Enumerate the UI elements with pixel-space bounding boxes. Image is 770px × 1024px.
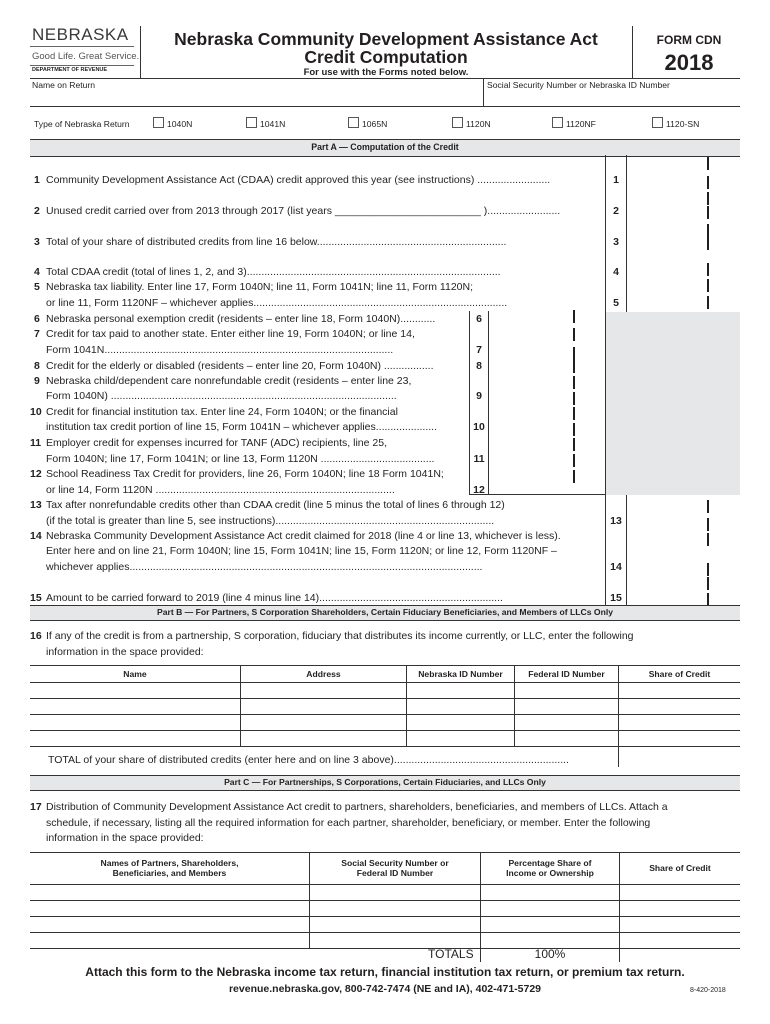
form-label: FORM CDN xyxy=(656,33,722,47)
logo-dept: DEPARTMENT OF REVENUE xyxy=(32,67,108,73)
partc-row-4[interactable] xyxy=(30,933,740,948)
ssn-field[interactable] xyxy=(485,80,740,106)
line-14-input[interactable] xyxy=(627,530,740,572)
col-fed-id: Federal ID Number xyxy=(528,669,605,679)
form-code: 8-420-2018 xyxy=(690,987,726,994)
line-1-text: Community Development Assistance Act (CDAA) credit approved this year (see instructions) ......................... xyxy=(46,174,551,186)
line-3-text: Total of your share of distributed credits from line 16 below................................................................. xyxy=(46,236,507,248)
col-address: Address xyxy=(306,669,341,679)
line-16-text: If any of the credit is from a partnership, S corporation, fiduciary that distributes its income currently, or LLC, enter the following xyxy=(46,630,634,642)
checkbox-1040n[interactable] xyxy=(153,117,164,128)
partc-row-1[interactable] xyxy=(30,885,740,900)
partb-row-4[interactable] xyxy=(30,731,740,746)
line-15-text: Amount to be carried forward to 2019 (line 4 minus line 14)............................................................... xyxy=(46,592,503,604)
partb-row-1[interactable] xyxy=(30,683,740,698)
line-8-input[interactable] xyxy=(489,358,605,372)
type-1065n: 1065N xyxy=(362,119,388,129)
shaded-area xyxy=(606,312,740,495)
form-title: Nebraska Community Development Assistance Act xyxy=(174,29,598,49)
checkbox-1065n[interactable] xyxy=(348,117,359,128)
line-9-text: Nebraska child/dependent care nonrefundable credit (residents – enter line 23, xyxy=(46,375,412,387)
line-6-input[interactable] xyxy=(489,312,605,326)
attach-instruction: Attach this form to the Nebraska income tax return, financial institution tax return, or premium tax return. xyxy=(85,965,685,979)
line-13-text: Tax after nonrefundable credits other than CDAA credit (line 5 minus the total of lines 6 through 12) xyxy=(46,499,505,511)
line-14-text: Nebraska Community Development Assistance Act credit claimed for 2018 (line 4 or line 13, whichever is less). xyxy=(46,530,561,542)
line-7-input[interactable] xyxy=(489,328,605,356)
partb-row-3[interactable] xyxy=(30,715,740,730)
line-4-input[interactable] xyxy=(627,253,740,279)
line-6-text: Nebraska personal exemption credit (residents – enter line 18, Form 1040N)............ xyxy=(46,313,436,325)
partb-total-input[interactable] xyxy=(619,747,740,767)
line-2-input[interactable] xyxy=(627,191,740,219)
name-field[interactable] xyxy=(30,80,482,106)
line-10-input[interactable] xyxy=(489,405,605,433)
line-5-input[interactable] xyxy=(627,282,740,310)
partb-row-2[interactable] xyxy=(30,699,740,714)
line-5-text: Nebraska tax liability. Enter line 17, Form 1040N; line 11, Form 1041N; line 11, Form 1120N; xyxy=(46,281,473,293)
form-title-2: Credit Computation xyxy=(304,47,468,67)
line-4-text: Total CDAA credit (total of lines 1, 2, and 3)....................................................................................... xyxy=(46,266,501,278)
line-2-text: Unused credit carried over from 2013 through 2017 (list years _________________________ )......................... xyxy=(46,205,561,217)
logo-tagline: Good Life. Great Service. xyxy=(32,51,140,62)
line-13-input[interactable] xyxy=(627,498,740,526)
line-11-text: Employer credit for expenses incurred for TANF (ADC) recipients, line 25, xyxy=(46,437,387,449)
ssn-label: Social Security Number or Nebraska ID Number xyxy=(487,80,670,90)
col-share: Share of Credit xyxy=(648,669,711,679)
line-7-text: Credit for tax paid to another state. Enter either line 19, Form 1040N; or line 14, xyxy=(46,328,415,340)
partb-total-text: TOTAL of your share of distributed credits (enter here and on line 3 above)............................................................ xyxy=(48,754,569,766)
logo-name: NEBRASKA xyxy=(32,25,129,44)
line-12-text: School Readiness Tax Credit for providers, line 26, Form 1040N; line 18 Form 1041N; xyxy=(46,468,444,480)
totals-share-input[interactable] xyxy=(620,949,740,962)
form-subtitle: For use with the Forms noted below. xyxy=(303,67,469,78)
line-1-input[interactable] xyxy=(627,160,740,188)
line-12-input[interactable] xyxy=(489,467,605,495)
col-percentage: Percentage Share of Income or Ownership xyxy=(506,858,594,878)
line-8-text: Credit for the elderly or disabled (residents – enter line 20, Form 1040N) ................. xyxy=(46,360,434,372)
type-1120n: 1120N xyxy=(466,119,491,129)
return-type-label: Type of Nebraska Return xyxy=(34,119,130,129)
col-partner-names: Names of Partners, Shareholders, Beneficiaries, and Members xyxy=(100,858,239,878)
line-15-input[interactable] xyxy=(627,578,740,604)
totals-label: TOTALS xyxy=(428,947,474,961)
form-year: 2018 xyxy=(664,50,714,75)
line-3-input[interactable] xyxy=(627,222,740,250)
type-1120nf: 1120NF xyxy=(566,119,596,129)
checkbox-1120n[interactable] xyxy=(452,117,463,128)
partc-row-3[interactable] xyxy=(30,917,740,932)
col-share-credit: Share of Credit xyxy=(649,863,711,873)
partc-row-2[interactable] xyxy=(30,901,740,916)
line-11-input[interactable] xyxy=(489,436,605,464)
checkbox-1120sn[interactable] xyxy=(652,117,663,128)
line-9-input[interactable] xyxy=(489,374,605,402)
line-17-text: Distribution of Community Development Assistance Act credit to partners, shareholders, beneficiaries, and members of LLCs. Attach a xyxy=(46,801,668,813)
logo xyxy=(30,26,140,78)
name-label: Name on Return xyxy=(32,80,96,90)
col-name: Name xyxy=(123,669,147,679)
col-ne-id: Nebraska ID Number xyxy=(418,669,503,679)
col-ssn-fein: Social Security Number or Federal ID Number xyxy=(341,858,449,878)
checkbox-1120nf[interactable] xyxy=(552,117,563,128)
totals-percent: 100% xyxy=(534,947,566,961)
contact-info: revenue.nebraska.gov, 800-742-7474 (NE and IA), 402-471-5729 xyxy=(228,983,542,995)
line-10-text: Credit for financial institution tax. Enter line 24, Form 1040N; or the financial xyxy=(46,406,398,418)
type-1120sn: 1120-SN xyxy=(666,119,700,129)
checkbox-1041n[interactable] xyxy=(246,117,257,128)
type-1041n: 1041N xyxy=(260,119,286,129)
type-1040n: 1040N xyxy=(167,119,193,129)
